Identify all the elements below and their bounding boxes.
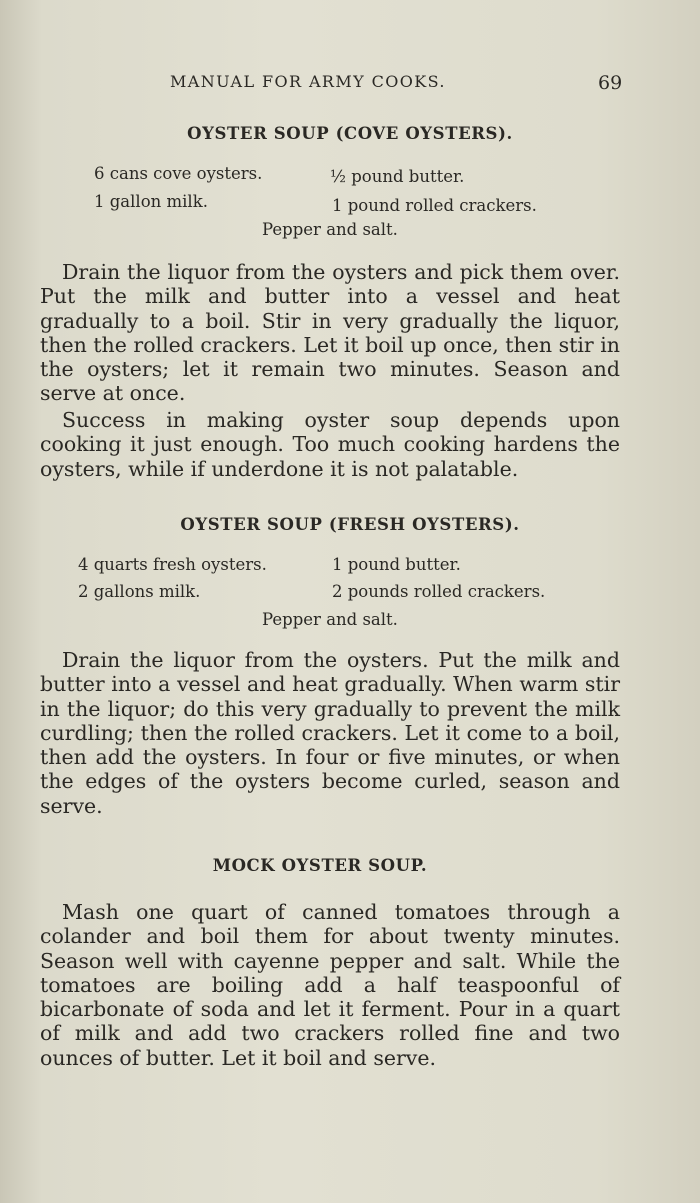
- ingredient: 1 gallon milk.: [94, 192, 208, 211]
- ingredient: 1 pound butter.: [332, 555, 461, 574]
- recipe-paragraph: Drain the liquor from the oysters and pick them over. Put the milk and butter into a vessel and heat gradually to a boil. Stir in very gradually the liquor, then the rolled crackers. Let it boil up once, then stir in the oysters; let it remain two minutes. Season and serve at once.: [40, 260, 620, 406]
- ingredient: 6 cans cove oysters.: [94, 164, 263, 183]
- ingredient: 4 quarts fresh oysters.: [78, 555, 267, 574]
- ingredient: 2 gallons milk.: [78, 582, 201, 601]
- recipe-paragraph: Success in making oyster soup depends upon cooking it just enough. Too much cooking hardens the oysters, while if underdone it is not palatable.: [40, 408, 620, 481]
- ingredient-seasoning: Pepper and salt.: [262, 220, 398, 239]
- running-header: [0, 68, 700, 98]
- page-number: 69: [598, 72, 623, 94]
- ingredient: ½ pound butter.: [330, 167, 465, 186]
- recipe-title: OYSTER SOUP (FRESH OYSTERS).: [180, 515, 520, 534]
- recipe-paragraph: Drain the liquor from the oysters. Put the milk and butter into a vessel and heat gradually. When warm stir in the liquor; do this very gradually to prevent the milk curdling; then the rolled crackers. Let it come to a boil, then add the oysters. In four or five minutes, or when the edges of the oysters become curled, season and serve.: [40, 648, 620, 818]
- ingredient: 1 pound rolled crackers.: [332, 196, 537, 215]
- recipe-title: MOCK OYSTER SOUP.: [212, 856, 428, 875]
- recipe-paragraph: Mash one quart of canned tomatoes through a colander and boil them for about twenty minutes. Season well with cayenne pepper and salt. While the tomatoes are boiling add a half teaspoonful of bicarbonate of soda and let it ferment. Pour in a quart of milk and add two crackers rolled fine and two ounces of butter. Let it boil and serve.: [40, 900, 620, 1070]
- recipe-title: OYSTER SOUP (COVE OYSTERS).: [187, 124, 513, 143]
- ingredient-seasoning: Pepper and salt.: [262, 610, 398, 629]
- running-title: MANUAL FOR ARMY COOKS.: [170, 72, 446, 91]
- ingredient: 2 pounds rolled crackers.: [332, 582, 546, 601]
